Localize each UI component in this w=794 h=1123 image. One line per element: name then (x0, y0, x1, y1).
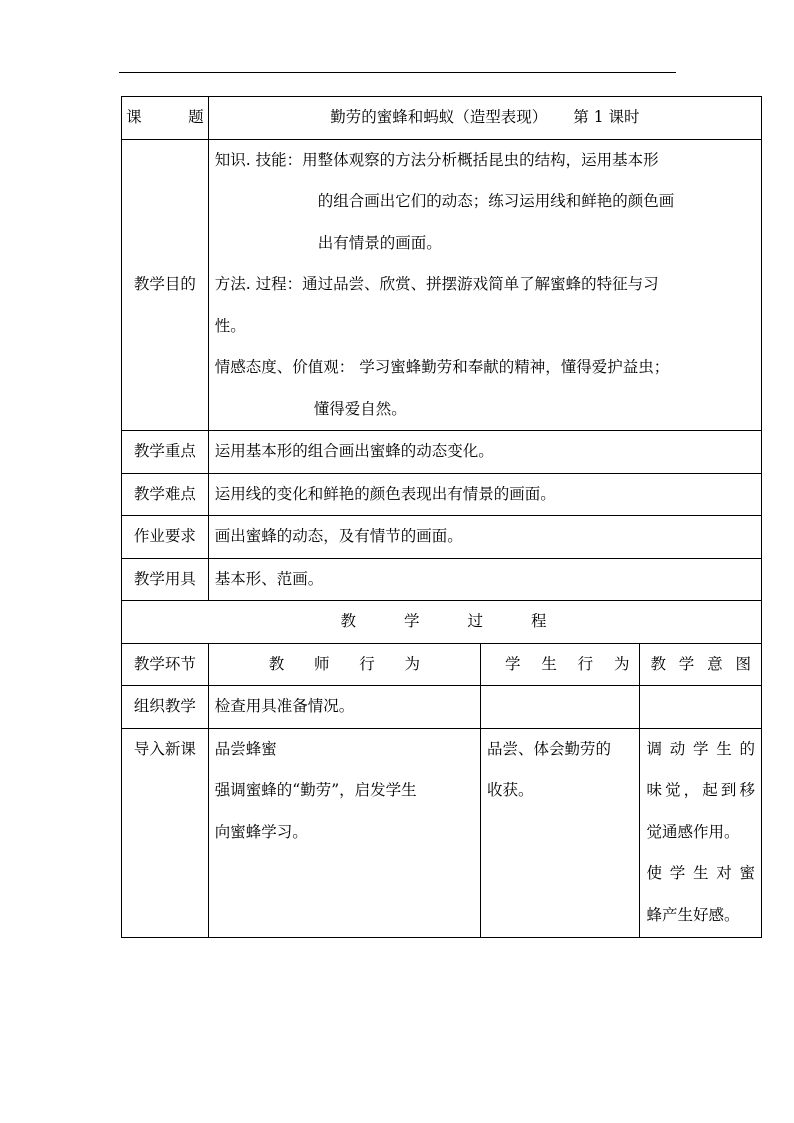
student-line: 收获。 (487, 781, 534, 799)
tools-label: 教学用具 (122, 558, 209, 601)
stage-cell (122, 728, 209, 937)
stage-label: 导入新课 (133, 739, 196, 758)
topic-title: 勤劳的蜜蜂和蚂蚁（造型表现） (330, 108, 548, 126)
objective-line: 的组合画出它们的动态；练习运用线和鲜艳的颜色画 (317, 192, 675, 210)
teacher-cell (208, 686, 480, 729)
objectives-label: 教学目的 (122, 139, 209, 431)
table-row (122, 728, 762, 937)
col-header-teacher: 教师行为 (208, 643, 480, 686)
key-point-row (122, 431, 762, 474)
objective-line: 出有情景的画面。 (317, 233, 442, 252)
homework-label: 作业要求 (122, 516, 209, 559)
objective-line: 性。 (214, 316, 246, 335)
intent-line: 味觉，起到移 (646, 781, 755, 799)
intent-cell (640, 728, 762, 937)
student-line: 品尝、体会勤劳的 (487, 739, 612, 758)
teacher-line: 强调蜜蜂的“勤劳”，启发学生 (214, 781, 417, 799)
intent-line: 觉通感作用。 (646, 822, 740, 841)
topic-row (122, 97, 762, 140)
process-title-row (122, 601, 762, 644)
process-title: 教学过程 (122, 601, 762, 644)
objective-line: 知识. 技能：用整体观察的方法分析概括昆虫的结构，运用基本形 (214, 150, 659, 169)
difficulty-label: 教学难点 (122, 473, 209, 516)
intent-cell (640, 686, 762, 729)
col-header-student: 学生行为 (481, 643, 640, 686)
lesson-number: 第 1 课时 (573, 108, 640, 126)
homework-text: 画出蜜蜂的动态，及有情节的画面。 (208, 516, 761, 559)
table-row (122, 686, 762, 729)
topic-cell (208, 97, 761, 140)
objective-line: 懂得爱自然。 (313, 399, 407, 418)
intent-line: 蜂产生好感。 (646, 905, 740, 924)
difficulty-row (122, 473, 762, 516)
teacher-cell (208, 728, 480, 937)
intent-line: 使学生对蜜 (646, 864, 755, 882)
difficulty-text: 运用线的变化和鲜艳的颜色表现出有情景的画面。 (208, 473, 761, 516)
stage-cell: 组织教学 (122, 686, 209, 729)
tools-row (122, 558, 762, 601)
intent-line: 调动学生的 (646, 739, 755, 758)
col-header-intent: 教学意图 (640, 643, 762, 686)
key-point-text: 运用基本形的组合画出蜜蜂的动态变化。 (208, 431, 761, 474)
objective-line: 方法. 过程：通过品尝、欣赏、拼摆游戏简单了解蜜蜂的特征与习 (214, 275, 659, 293)
header-rule (119, 72, 676, 73)
objective-line: 情感态度、价值观： 学习蜜蜂勤劳和奉献的精神，懂得爱护益虫； (214, 358, 670, 376)
key-point-label: 教学重点 (122, 431, 209, 474)
teacher-line: 品尝蜂蜜 (214, 739, 277, 758)
student-cell (481, 686, 640, 729)
objectives-cell (208, 139, 761, 431)
teacher-line: 检查用具准备情况。 (214, 697, 355, 715)
teacher-line: 向蜜蜂学习。 (214, 822, 308, 841)
student-cell (481, 728, 640, 937)
lesson-plan-table (121, 96, 762, 938)
col-header-stage: 教学环节 (122, 643, 209, 686)
tools-text: 基本形、范画。 (208, 558, 761, 601)
homework-row (122, 516, 762, 559)
column-header-row (122, 643, 762, 686)
objectives-row (122, 139, 762, 431)
topic-label: 课 题 (122, 97, 209, 140)
